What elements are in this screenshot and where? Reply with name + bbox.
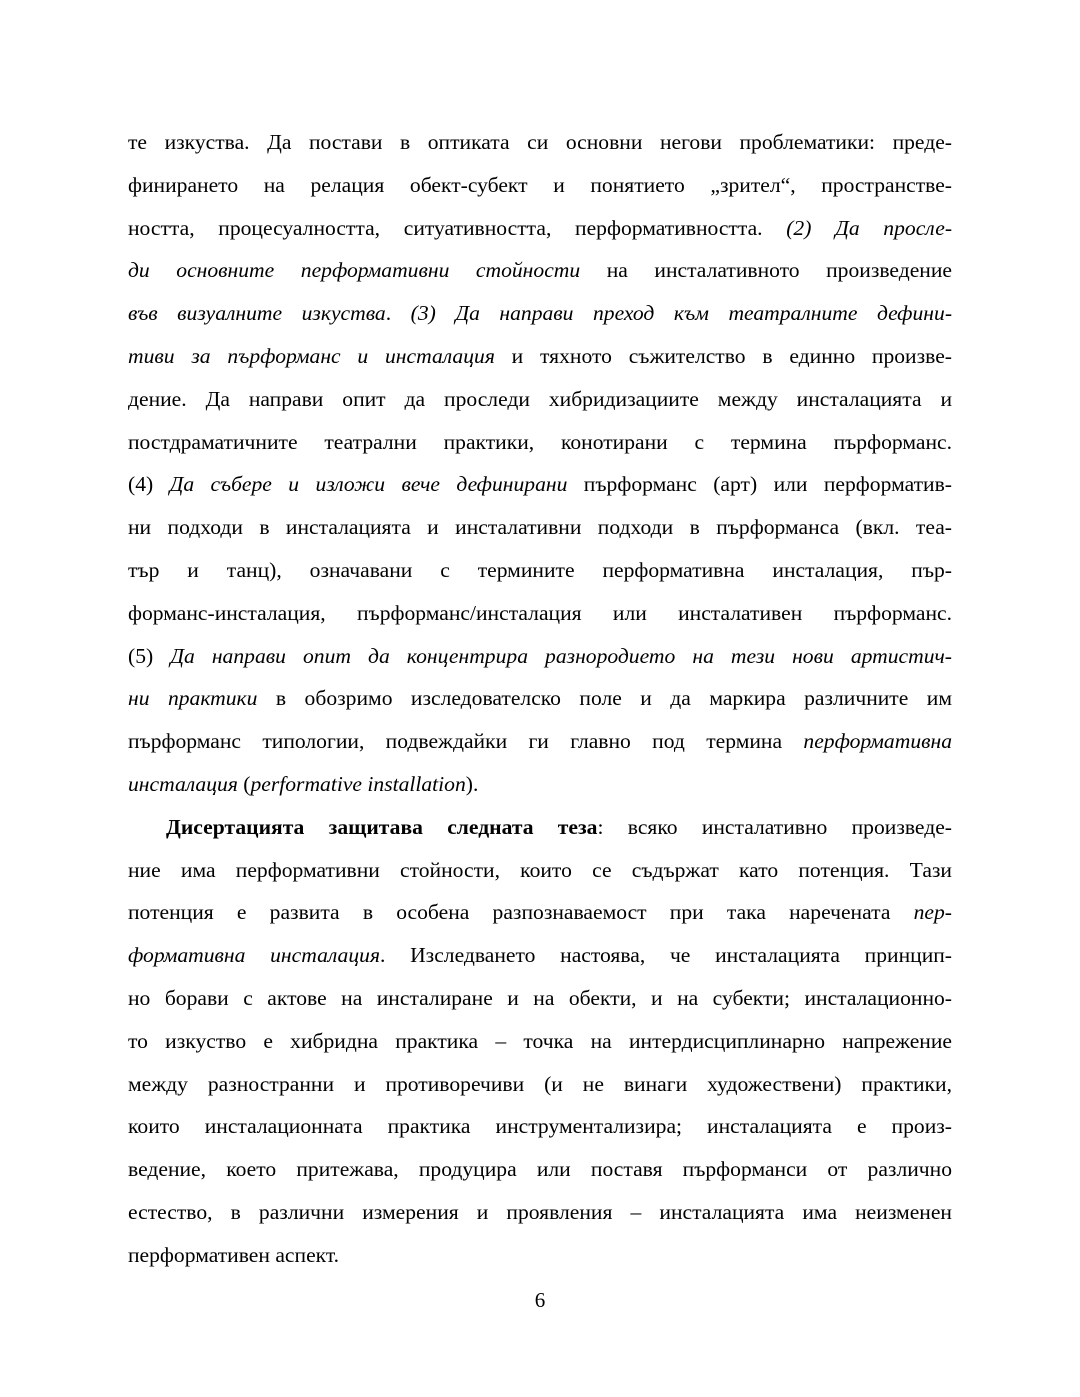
text-line: ди основните перформативни стойности на инсталативното произведение	[128, 258, 953, 283]
page-number: 6	[534, 1288, 546, 1312]
text-line: дение. Да направи опит да проследи хибридизациите между инсталацията и	[128, 386, 952, 411]
text-line: потенция е развита в особена разпознаваемост при така наречената пер-	[128, 900, 952, 925]
text-line: ни подходи в инсталацията и инсталативни подходи в пърформанса (вкл. теа-	[128, 515, 952, 540]
text-line: във визуалните изкуства. (3) Да направи преход към театралните дефини-	[128, 301, 953, 326]
text-line: между разностранни и противоречиви (и не винаги художествени) практики,	[128, 1071, 952, 1096]
text-line: ведение, което притежава, продуцира или поставя пърформанси от различно	[128, 1157, 952, 1182]
paragraph-goals	[128, 121, 952, 806]
text-line: то изкуство е хибридна практика – точка на интердисциплинарно напрежение	[128, 1028, 952, 1053]
text-line: ността, процесуалността, ситуативността, перформативността. (2) Да просле-	[128, 215, 953, 240]
text-line: перформативен аспект.	[128, 1242, 340, 1267]
body-text	[128, 121, 952, 1277]
thesis-heading: Дисертацията защитава следната теза	[166, 814, 598, 839]
text-line: постдраматичните театрални практики, конотирани с термина пърформанс.	[128, 429, 952, 454]
text-line: инсталация (performative installation).	[128, 771, 479, 796]
text-line: финирането на релация обект-субект и понятието „зрител“, пространстве-	[128, 172, 952, 197]
text-line: (5) Да направи опит да концентрира разнородието на тези нови артистич-	[128, 643, 953, 668]
text-line: тиви за пърформанс и инсталация и тяхното съжителство в единно произве-	[128, 343, 952, 368]
text-line: ни практики в обозримо изследователско поле и да маркира различните им	[128, 686, 953, 711]
text-line: естество, в различни измерения и проявления – инсталацията има неизменен	[128, 1199, 952, 1224]
text-line: формативна инсталация. Изследването настоява, че инсталацията принцип-	[128, 943, 952, 968]
text-line: Дисертацията защитава следната теза: всяко инсталативно произведе-	[166, 814, 952, 839]
text-line: ние има перформативни стойности, които се съдържат като потенция. Тази	[128, 857, 952, 882]
text-line: които инсталационната практика инструментализира; инсталацията е произ-	[128, 1114, 952, 1139]
text-line: пърформанс типологии, подвеждайки ги главно под термина перформативна	[128, 729, 952, 754]
text-line: (4) Да събере и изложи вече дефинирани пърформанс (арт) или перформатив-	[128, 472, 952, 497]
text-line: но борави с актове на инсталиране и на обекти, и на субекти; инсталационно-	[128, 985, 952, 1010]
text-line: форманс-инсталация, пърформанс/инсталация или инсталативен пърформанс.	[128, 600, 952, 625]
text-line: тър и танц), означавани с термините перформативна инсталация, пър-	[128, 557, 952, 582]
text-line: те изкуства. Да постави в оптиката си основни негови проблематики: преде-	[128, 130, 952, 154]
paragraph-thesis	[128, 806, 952, 1277]
